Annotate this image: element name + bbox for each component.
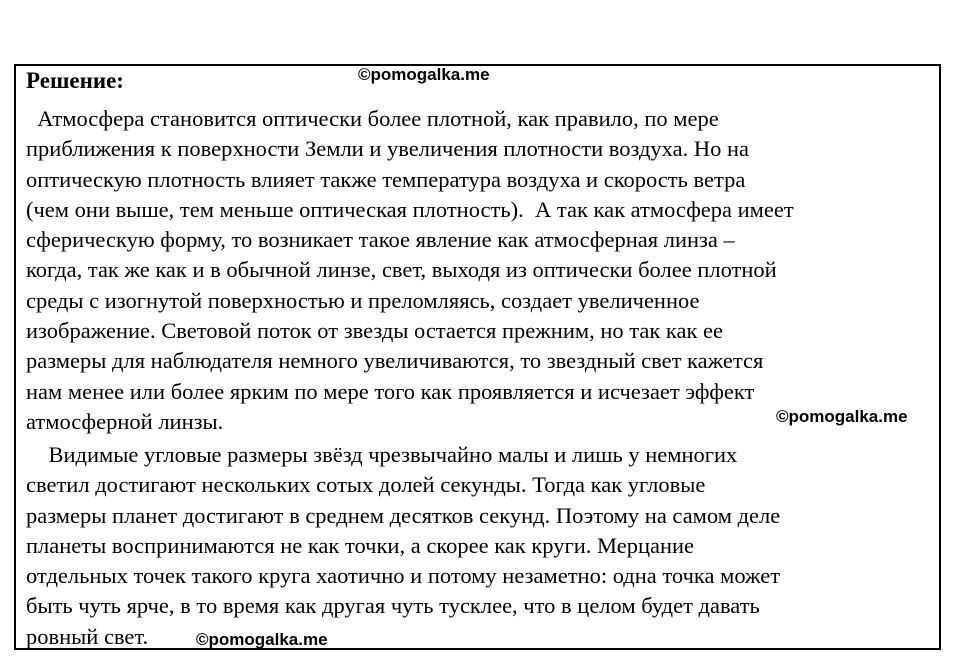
watermark-top: ©pomogalka.me (358, 65, 490, 84)
text-line: атмосферной линзы. (26, 408, 224, 434)
text-line: приближения к поверхности Земли и увеличения плотности воздуха. Но на (26, 136, 749, 162)
text-line: оптическую плотность влияет также температура воздуха и скорость ветра (26, 166, 746, 192)
text-line: сферическую форму, то возникает такое явление как атмосферная линза – (26, 227, 735, 253)
text-line: светил достигают нескольких сотых долей секунды. Тогда как угловые (26, 472, 706, 498)
text-line: планеты воспринимаются не как точки, а скорее как круги. Мерцание (26, 532, 695, 558)
text-line: (чем они выше, тем меньше оптическая плотность). А так как атмосфера имеет (26, 196, 794, 222)
text-line: ровный свет. (26, 623, 149, 649)
text-line: отдельных точек такого круга хаотично и потому незаметно: одна точка может (26, 563, 781, 589)
paragraph-2 (26, 440, 780, 652)
text-line: когда, так же как и в обычной линзе, свет, выходя из оптически более плотной (26, 257, 777, 283)
text-line: размеры для наблюдателя немного увеличиваются, то звездный свет кажется (26, 348, 764, 374)
watermark-middle: ©pomogalka.me (776, 407, 908, 426)
text-line: Атмосфера становится оптически более плотной, как правило, по мере (26, 106, 719, 131)
text-line: нам менее или более ярким по мере того как проявляется и исчезает эффект (26, 378, 755, 404)
text-line: среды с изогнутой поверхностью и преломляясь, создает увеличенное (26, 287, 700, 313)
text-line: быть чуть ярче, в то время как другая чуть тусклее, что в целом будет давать (26, 593, 760, 619)
text-line: Видимые угловые размеры звёзд чрезвычайно малы и лишь у немногих (26, 442, 738, 467)
text-line: изображение. Световой поток от звезды остается прежним, но так как ее (26, 318, 724, 344)
text-line: размеры планет достигают в среднем десятков секунд. Поэтому на самом деле (26, 502, 781, 528)
paragraph-1 (26, 104, 794, 437)
solution-heading: Решение: (26, 68, 124, 93)
watermark-bottom: ©pomogalka.me (196, 630, 328, 649)
